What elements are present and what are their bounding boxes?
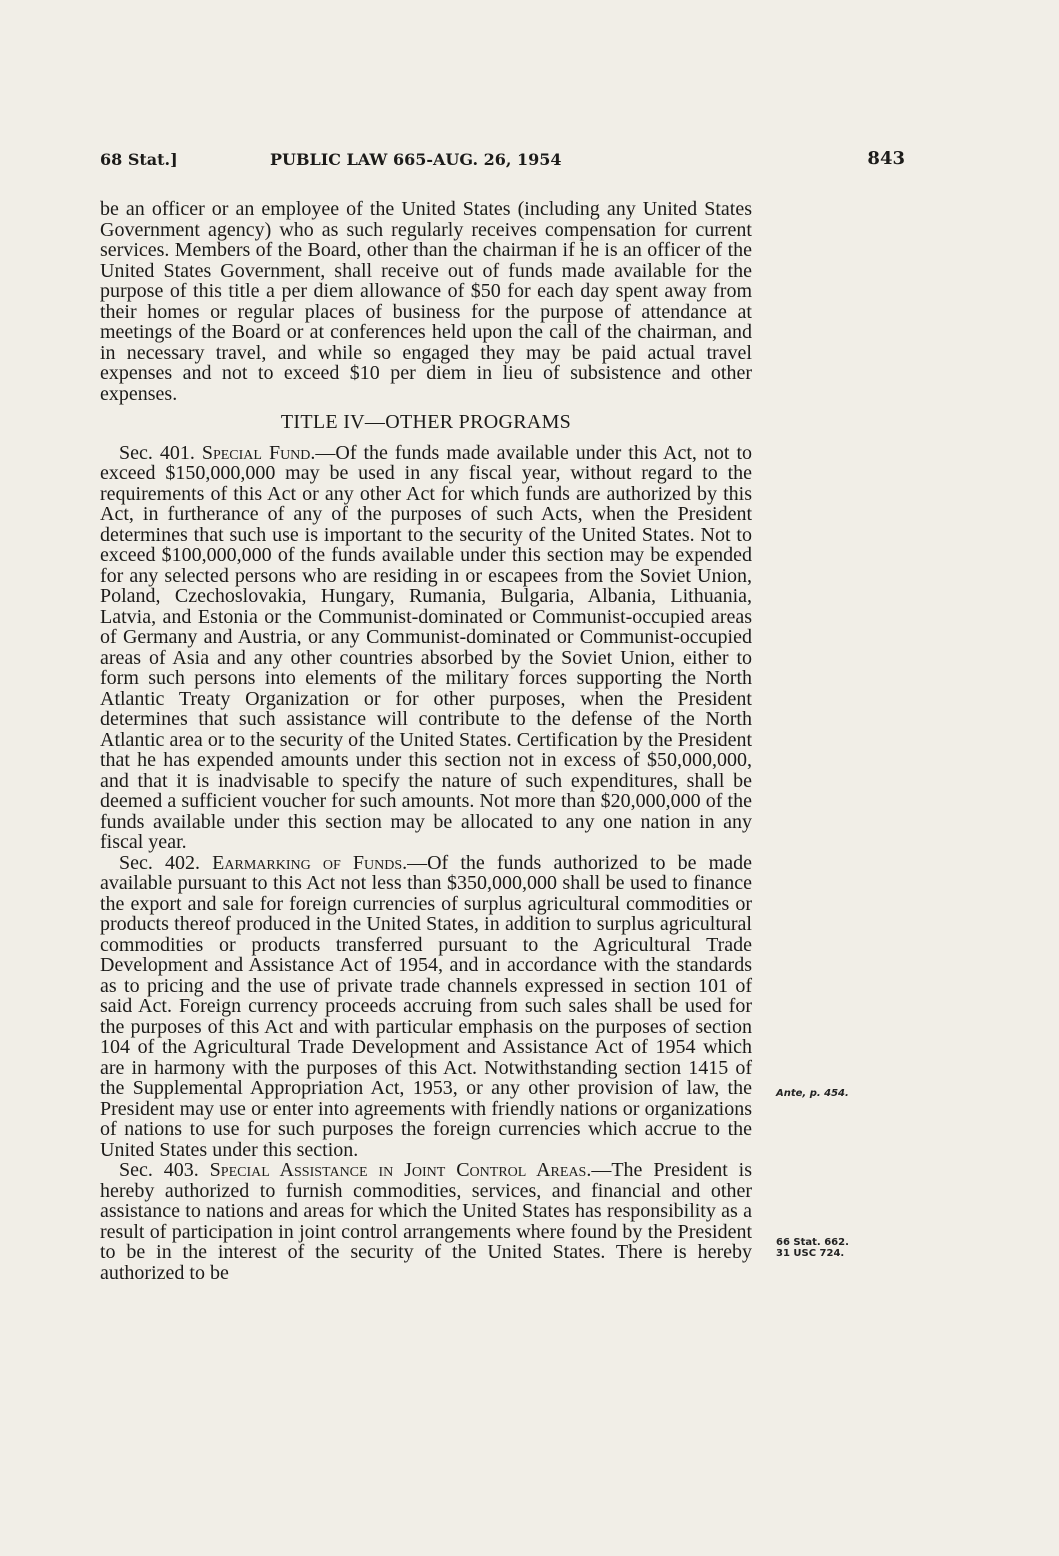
- section-heading: Special Fund.: [201, 441, 316, 464]
- section-number: Sec. 403.: [119, 1159, 199, 1181]
- margin-note-usc-line: 31 USC 724.: [776, 1248, 845, 1259]
- running-header: [100, 150, 905, 180]
- margin-note-stat-line: 66 Stat. 662.: [776, 1237, 849, 1248]
- section-text: —Of the funds made available under this Act, not to exceed $150,000,000 may be used in any fiscal year, without regard to the requirements of this Act or any other Act for which funds are authorized by this Act, in furtherance of any of the purposes of such Acts, when the President determines that such use is important to the security of the United States. Not to exceed $100,000,000 of the funds available under this section may be expended for any selected persons who are residing in or escapees from the Soviet Union, Poland, Czechoslovakia, Hungary, Rumania, Bulgaria, Albania, Lithuania, Latvia, and Estonia or the Communist-dominated or Communist-occupied areas of Germany and Austria, or any Communist-dominated or Communist-occupied areas of Asia and any other countries absorbed by the Soviet Union, either to form such persons into elements of the military forces supporting the North Atlantic Treaty Organization or for other purposes, when the President determines that such assistance will contribute to the defense of the North Atlantic area or to the security of the United States. Certification by the President that he has expended amounts under this section not in excess of $50,000,000, and that it is inadvisable to specify the nature of such expenditures, shall be deemed a sufficient voucher for such amounts. Not more than $20,000,000 of the funds available under this section may be allocated to any one nation in any fiscal year.: [100, 441, 752, 853]
- section-number: Sec. 401.: [119, 441, 195, 464]
- page-number: 843: [867, 148, 905, 169]
- section-401: [100, 443, 752, 853]
- margin-note-ante: Ante, p. 454.: [776, 1088, 849, 1099]
- continuation-paragraph: be an officer or an employee of the United States (including any United States Government agency) who as such regularly receives compensation for current services. Members of the Board, other than the chairman if he is an officer of the United States Government, shall receive out of funds made available for the purpose of this title a per diem allowance of $50 for each day spent away from their homes or regular places of business for the purpose of attendance at meetings of the Board or at conferences held upon the call of the chairman, and in necessary travel, and while so engaged they may be paid actual travel expenses and not to exceed $10 per diem in lieu of subsistence and other expenses.: [100, 198, 752, 405]
- section-403: [100, 1160, 752, 1283]
- section-text: —Of the funds authorized to be made available pursuant to this Act not less than $350,000,000 shall be used to finance the export and sale for foreign currencies of surplus agricultural commodities or products thereof produced in the United States, in addition to surplus agricultural commodities or products transferred pursuant to the Agricultural Trade Development and Assistance Act of 1954, and in accordance with the standards as to pricing and the use of private trade channels expressed in section 101 of said Act. Foreign currency proceeds accruing from such sales shall be used for the purposes of this Act and with particular emphasis on the purposes of section 104 of the Agricultural Trade Development and Assistance Act of 1954 which are in harmony with the purposes of this Act. Notwithstanding section 1415 of the Supplemental Appropriation Act, 1953, or any other provision of law, the President may use or enter into agreements with friendly nations or organizations of nations to use for such purposes the foreign currencies which accrue to the United States under this section.: [100, 851, 752, 1161]
- volume-citation: 68 Stat.]: [100, 150, 178, 169]
- margin-note-stat: [776, 1237, 849, 1259]
- title-iv-heading: TITLE IV—OTHER PROGRAMS: [280, 411, 572, 433]
- section-number: Sec. 402.: [119, 851, 201, 874]
- section-heading: Earmarking of Funds.: [212, 851, 408, 874]
- statute-body: [100, 199, 752, 1283]
- section-402: [100, 853, 752, 1161]
- page-title: PUBLIC LAW 665-AUG. 26, 1954: [270, 150, 562, 169]
- section-heading: Special Assistance in Joint Control Areas.: [209, 1159, 592, 1181]
- section-text: —The President is hereby authorized to furnish commodities, services, and financial and other assistance to nations and areas for which the United States has responsibility as a result of participation in joint control arrangements where found by the President to be in the interest of the security of the United States. There is hereby authorized to be: [100, 1159, 752, 1284]
